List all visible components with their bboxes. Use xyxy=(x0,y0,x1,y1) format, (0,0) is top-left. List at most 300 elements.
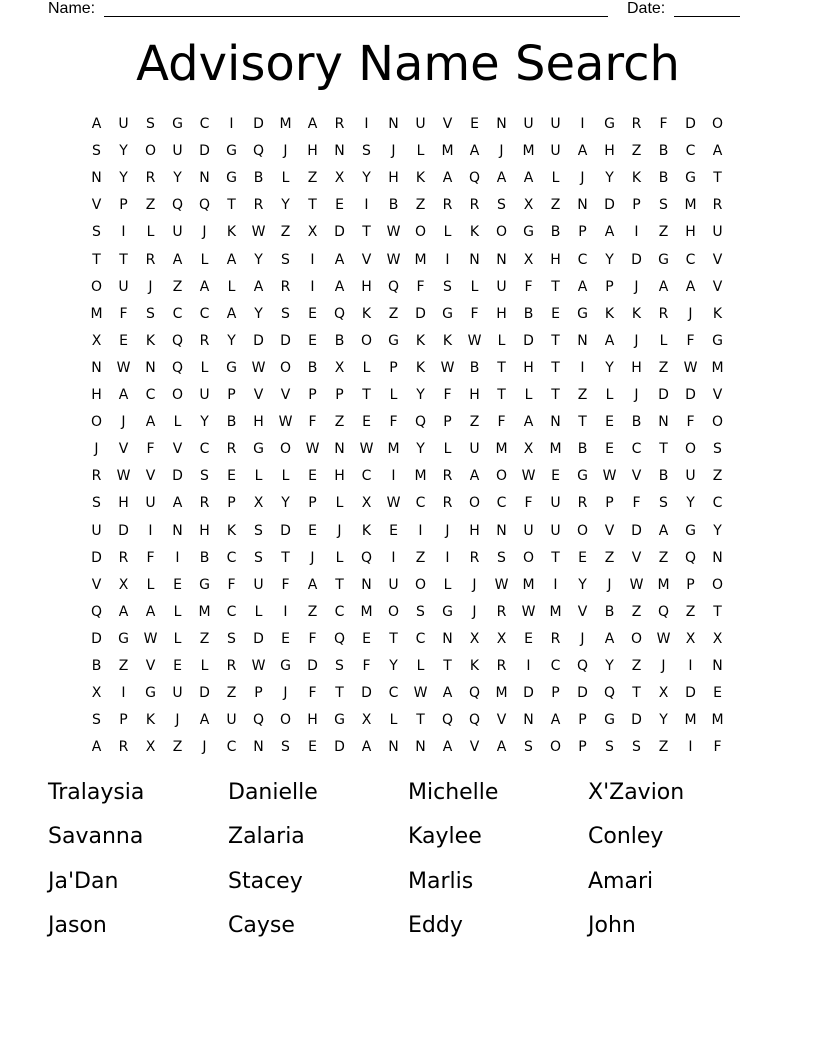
grid-letter: I xyxy=(283,603,288,620)
grid-letter: M xyxy=(522,143,535,160)
grid-letter: F xyxy=(497,414,506,431)
grid-letter: W xyxy=(494,576,509,593)
grid-letter: S xyxy=(524,739,533,756)
grid-letter: T xyxy=(551,278,560,295)
grid-letter: W xyxy=(440,359,455,376)
grid-letter: U xyxy=(712,224,723,241)
grid-letter: Q xyxy=(603,685,616,702)
grid-letter: G xyxy=(577,305,588,322)
grid-letter: Z xyxy=(685,603,696,620)
grid-letter: Q xyxy=(90,603,103,620)
grid-letter: J xyxy=(310,549,315,566)
grid-letter: H xyxy=(307,143,318,160)
grid-letter: S xyxy=(92,224,101,241)
grid-letter: N xyxy=(442,630,453,647)
grid-letter: I xyxy=(391,468,396,485)
grid-letter: H xyxy=(469,387,480,403)
grid-letter: Q xyxy=(198,197,211,214)
grid-letter: T xyxy=(551,387,560,403)
grid-letter: C xyxy=(226,549,237,566)
grid-letter: S xyxy=(605,739,614,756)
grid-letter: R xyxy=(469,549,480,566)
grid-letter: O xyxy=(711,414,724,431)
grid-letter: C xyxy=(550,658,561,674)
grid-letter: L xyxy=(443,576,452,593)
grid-letter: J xyxy=(472,603,477,620)
grid-letter: D xyxy=(685,387,696,403)
grid-letter: U xyxy=(523,116,534,132)
grid-letter: E xyxy=(578,549,587,566)
grid-letter: O xyxy=(279,359,292,376)
grid-letter: E xyxy=(605,414,614,431)
grid-letter: V xyxy=(496,712,507,729)
grid-letter: O xyxy=(495,224,508,241)
grid-letter: D xyxy=(91,630,102,647)
grid-letter: S xyxy=(227,630,236,647)
grid-letter: Y xyxy=(281,495,290,512)
grid-letter: E xyxy=(308,305,317,322)
grid-letter: N xyxy=(91,359,102,376)
grid-letter: V xyxy=(118,441,129,458)
grid-letter: V xyxy=(361,251,372,268)
grid-letter: Z xyxy=(631,658,642,674)
grid-letter: T xyxy=(335,685,344,702)
grid-letter: G xyxy=(658,251,669,268)
grid-letter: R xyxy=(496,658,507,674)
grid-letter: L xyxy=(389,712,398,729)
grid-row xyxy=(83,734,733,761)
grid-letter: O xyxy=(414,576,427,593)
grid-letter: S xyxy=(659,495,668,512)
grid-letter: X xyxy=(334,170,345,187)
grid-letter: L xyxy=(389,387,398,403)
grid-letter: X xyxy=(523,441,534,458)
grid-letter: S xyxy=(497,549,506,566)
grid-letter: P xyxy=(227,495,236,512)
grid-letter: S xyxy=(92,712,101,729)
grid-letter: W xyxy=(278,414,293,431)
grid-letter: H xyxy=(91,387,102,403)
grid-letter: V xyxy=(712,387,723,403)
grid-letter: R xyxy=(118,549,129,566)
grid-letter: P xyxy=(578,739,587,756)
grid-letter: A xyxy=(442,685,453,702)
grid-letter: T xyxy=(713,603,722,620)
grid-letter: D xyxy=(91,549,102,566)
grid-row xyxy=(83,111,733,138)
grid-letter: I xyxy=(445,549,450,566)
grid-letter: Q xyxy=(171,359,184,376)
grid-letter: V xyxy=(172,441,183,458)
grid-letter: K xyxy=(415,332,426,349)
grid-letter: Y xyxy=(362,170,371,187)
grid-letter: L xyxy=(443,224,452,241)
grid-letter: M xyxy=(360,603,373,620)
grid-letter: C xyxy=(226,739,237,756)
grid-letter: C xyxy=(145,387,156,403)
grid-letter: A xyxy=(199,278,210,295)
grid-letter: V xyxy=(469,739,480,756)
grid-letter: A xyxy=(307,576,318,593)
grid-letter: Z xyxy=(145,197,156,214)
grid-letter: Q xyxy=(576,658,589,674)
grid-letter: S xyxy=(497,197,506,214)
grid-letter: T xyxy=(416,712,425,729)
grid-letter: D xyxy=(577,685,588,702)
grid-letter: W xyxy=(467,332,482,349)
grid-letter: Q xyxy=(333,630,346,647)
grid-letter: O xyxy=(387,603,400,620)
grid-letter: M xyxy=(684,712,697,729)
grid-letter: D xyxy=(415,305,426,322)
grid-letter: G xyxy=(604,116,615,132)
grid-letter: F xyxy=(416,278,425,295)
grid-letter: B xyxy=(91,658,102,674)
grid-letter: I xyxy=(634,224,639,241)
grid-letter: U xyxy=(226,712,237,729)
grid-letter: R xyxy=(118,739,129,756)
grid-letter: J xyxy=(202,739,207,756)
grid-letter: N xyxy=(253,739,264,756)
grid-row xyxy=(83,463,733,490)
grid-letter: S xyxy=(362,143,371,160)
word-list-item: Eddy xyxy=(408,912,463,938)
grid-letter: C xyxy=(361,468,372,485)
grid-letter: V xyxy=(145,468,156,485)
grid-letter: V xyxy=(712,251,723,268)
grid-letter: H xyxy=(550,251,561,268)
grid-letter: A xyxy=(712,143,723,160)
grid-letter: A xyxy=(118,603,129,620)
grid-letter: G xyxy=(604,712,615,729)
grid-letter: I xyxy=(121,224,126,241)
grid-letter: Z xyxy=(307,603,318,620)
grid-letter: E xyxy=(551,305,560,322)
grid-letter: S xyxy=(281,305,290,322)
grid-letter: E xyxy=(227,468,236,485)
grid-letter: C xyxy=(685,251,696,268)
grid-letter: W xyxy=(413,685,428,702)
grid-letter: H xyxy=(307,712,318,729)
grid-letter: I xyxy=(688,658,693,674)
grid-letter: D xyxy=(523,332,534,349)
grid-letter: B xyxy=(604,603,615,620)
grid-letter: G xyxy=(388,332,399,349)
grid-letter: Y xyxy=(605,170,614,187)
grid-letter: I xyxy=(364,116,369,132)
grid-letter: D xyxy=(631,712,642,729)
grid-letter: L xyxy=(173,414,182,431)
grid-letter: P xyxy=(578,224,587,241)
grid-letter: Q xyxy=(441,712,454,729)
grid-letter: N xyxy=(577,197,588,214)
grid-letter: F xyxy=(470,305,479,322)
grid-letter: R xyxy=(199,332,210,349)
grid-letter: D xyxy=(199,143,210,160)
grid-letter: P xyxy=(578,712,587,729)
grid-letter: U xyxy=(550,143,561,160)
grid-letter: V xyxy=(604,522,615,539)
grid-letter: A xyxy=(91,116,102,132)
grid-letter: B xyxy=(658,170,669,187)
grid-letter: X xyxy=(361,712,372,729)
grid-letter: U xyxy=(172,143,183,160)
grid-letter: X xyxy=(712,630,723,647)
grid-letter: I xyxy=(310,278,315,295)
grid-letter: I xyxy=(445,251,450,268)
grid-letter: R xyxy=(442,468,453,485)
grid-letter: P xyxy=(632,197,641,214)
grid-letter: Y xyxy=(389,658,398,674)
grid-letter: A xyxy=(658,522,669,539)
grid-letter: M xyxy=(441,143,454,160)
grid-letter: T xyxy=(227,197,236,214)
grid-letter: W xyxy=(683,359,698,376)
word-list-item: Tralaysia xyxy=(48,780,145,805)
grid-row xyxy=(83,436,733,463)
grid-letter: I xyxy=(553,576,558,593)
grid-letter: N xyxy=(712,658,723,674)
grid-row xyxy=(83,355,733,382)
grid-letter: G xyxy=(172,116,183,132)
grid-letter: I xyxy=(229,116,234,132)
grid-letter: D xyxy=(334,739,345,756)
grid-letter: S xyxy=(632,739,641,756)
grid-letter: O xyxy=(90,278,103,295)
grid-letter: T xyxy=(497,387,506,403)
grid-letter: F xyxy=(119,305,128,322)
grid-letter: Z xyxy=(307,170,318,187)
grid-letter: N xyxy=(469,251,480,268)
grid-letter: M xyxy=(279,116,292,132)
grid-letter: W xyxy=(386,224,401,241)
grid-letter: P xyxy=(254,685,263,702)
grid-letter: L xyxy=(362,359,371,376)
grid-letter: O xyxy=(522,549,535,566)
grid-letter: L xyxy=(551,170,560,187)
grid-letter: J xyxy=(337,522,342,539)
grid-letter: W xyxy=(359,441,374,458)
grid-letter: U xyxy=(469,441,480,458)
grid-letter: P xyxy=(308,387,317,403)
grid-letter: A xyxy=(253,278,264,295)
word-list-item: X'Zavion xyxy=(588,780,685,805)
page-title: Advisory Name Search xyxy=(136,36,680,92)
grid-letter: C xyxy=(712,495,723,512)
word-list-item: Savanna xyxy=(48,824,144,850)
grid-letter: B xyxy=(334,332,345,349)
grid-letter: X xyxy=(253,495,264,512)
word-list-item: Michelle xyxy=(408,780,499,805)
grid-letter: J xyxy=(661,658,666,674)
grid-letter: Y xyxy=(254,251,263,268)
grid-letter: R xyxy=(334,116,345,132)
grid-letter: D xyxy=(280,522,291,539)
grid-letter: N xyxy=(496,522,507,539)
grid-letter: J xyxy=(499,143,504,160)
grid-letter: L xyxy=(443,441,452,458)
grid-letter: A xyxy=(685,278,696,295)
grid-letter: A xyxy=(226,305,237,322)
grid-row xyxy=(83,219,733,246)
grid-letter: L xyxy=(281,468,290,485)
grid-letter: O xyxy=(144,143,157,160)
grid-letter: B xyxy=(631,414,642,431)
grid-letter: S xyxy=(92,143,101,160)
grid-letter: F xyxy=(632,495,641,512)
grid-letter: L xyxy=(524,387,533,403)
grid-letter: H xyxy=(469,522,480,539)
grid-letter: F xyxy=(308,630,317,647)
date-label: Date: xyxy=(627,0,666,17)
grid-letter: Y xyxy=(578,576,587,593)
grid-letter: C xyxy=(199,441,210,458)
grid-row xyxy=(83,545,733,572)
grid-letter: M xyxy=(198,603,211,620)
grid-letter: Z xyxy=(604,549,615,566)
grid-letter: R xyxy=(199,495,210,512)
grid-letter: T xyxy=(335,576,344,593)
grid-letter: Y xyxy=(227,332,236,349)
grid-letter: N xyxy=(712,549,723,566)
grid-letter: D xyxy=(685,116,696,132)
grid-letter: A xyxy=(496,170,507,187)
grid-letter: G xyxy=(145,685,156,702)
grid-letter: E xyxy=(173,658,182,674)
grid-letter: W xyxy=(251,359,266,376)
grid-letter: E xyxy=(713,685,722,702)
grid-letter: V xyxy=(631,549,642,566)
grid-letter: A xyxy=(658,278,669,295)
grid-letter: O xyxy=(711,116,724,132)
grid-letter: I xyxy=(121,685,126,702)
grid-letter: D xyxy=(307,658,318,674)
grid-letter: M xyxy=(549,603,562,620)
word-list-item: John xyxy=(588,912,636,938)
grid-letter: B xyxy=(226,414,237,431)
grid-letter: J xyxy=(202,224,207,241)
grid-letter: W xyxy=(629,576,644,593)
grid-row xyxy=(83,653,733,680)
grid-letter: W xyxy=(521,468,536,485)
grid-letter: P xyxy=(443,414,452,431)
grid-letter: D xyxy=(118,522,129,539)
grid-letter: J xyxy=(445,522,450,539)
grid-letter: A xyxy=(496,739,507,756)
grid-letter: A xyxy=(226,251,237,268)
grid-letter: H xyxy=(118,495,129,512)
grid-letter: A xyxy=(604,630,615,647)
grid-letter: T xyxy=(497,359,506,376)
grid-letter: J xyxy=(283,685,288,702)
grid-letter: B xyxy=(550,224,561,241)
grid-letter: Q xyxy=(657,603,670,620)
grid-letter: Z xyxy=(172,739,183,756)
grid-letter: G xyxy=(712,332,723,349)
grid-letter: A xyxy=(604,332,615,349)
grid-letter: M xyxy=(657,576,670,593)
grid-letter: O xyxy=(90,414,103,431)
grid-letter: E xyxy=(335,197,344,214)
grid-row xyxy=(83,518,733,545)
grid-letter: C xyxy=(631,441,642,458)
grid-letter: L xyxy=(416,658,425,674)
grid-letter: S xyxy=(713,441,722,458)
grid-letter: H xyxy=(523,359,534,376)
grid-letter: X xyxy=(523,197,534,214)
grid-letter: S xyxy=(335,658,344,674)
grid-letter: K xyxy=(469,658,480,674)
grid-letter: M xyxy=(414,251,427,268)
grid-letter: N xyxy=(496,251,507,268)
grid-letter: D xyxy=(280,332,291,349)
grid-letter: F xyxy=(389,414,398,431)
grid-letter: R xyxy=(253,197,264,214)
grid-letter: R xyxy=(442,495,453,512)
grid-letter: U xyxy=(172,224,183,241)
grid-letter: Z xyxy=(199,630,210,647)
grid-letter: D xyxy=(631,251,642,268)
grid-letter: G xyxy=(118,630,129,647)
grid-letter: R xyxy=(226,658,237,674)
grid-letter: K xyxy=(442,332,453,349)
grid-letter: N xyxy=(334,143,345,160)
grid-letter: U xyxy=(550,522,561,539)
grid-letter: A xyxy=(118,387,129,403)
grid-letter: K xyxy=(226,522,237,539)
grid-letter: O xyxy=(171,387,184,403)
grid-letter: N xyxy=(172,522,183,539)
grid-letter: J xyxy=(472,576,477,593)
grid-row xyxy=(83,328,733,355)
grid-letter: B xyxy=(469,359,480,376)
grid-letter: U xyxy=(118,278,129,295)
grid-letter: G xyxy=(442,603,453,620)
grid-letter: G xyxy=(226,359,237,376)
grid-letter: F xyxy=(362,658,371,674)
grid-letter: L xyxy=(146,224,155,241)
grid-letter: X xyxy=(685,630,696,647)
grid-letter: Y xyxy=(605,359,614,376)
grid-letter: F xyxy=(524,278,533,295)
grid-letter: X xyxy=(523,251,534,268)
grid-letter: Q xyxy=(414,414,427,431)
grid-letter: Q xyxy=(171,332,184,349)
grid-letter: N xyxy=(361,576,372,593)
grid-letter: X xyxy=(334,359,345,376)
grid-letter: I xyxy=(526,658,531,674)
grid-letter: E xyxy=(308,739,317,756)
grid-letter: D xyxy=(253,332,264,349)
grid-letter: Y xyxy=(416,387,425,403)
grid-letter: A xyxy=(91,739,102,756)
grid-letter: D xyxy=(604,197,615,214)
word-list-item: Conley xyxy=(588,824,664,850)
grid-letter: S xyxy=(200,468,209,485)
grid-letter: O xyxy=(468,495,481,512)
grid-letter: U xyxy=(388,576,399,593)
grid-letter: J xyxy=(580,170,585,187)
grid-row xyxy=(83,274,733,301)
grid-letter: G xyxy=(577,468,588,485)
grid-letter: R xyxy=(469,197,480,214)
grid-letter: W xyxy=(116,468,131,485)
grid-letter: P xyxy=(119,197,128,214)
grid-row xyxy=(83,138,733,165)
grid-letter: N xyxy=(415,739,426,756)
grid-letter: V xyxy=(91,576,102,593)
grid-letter: O xyxy=(360,332,373,349)
